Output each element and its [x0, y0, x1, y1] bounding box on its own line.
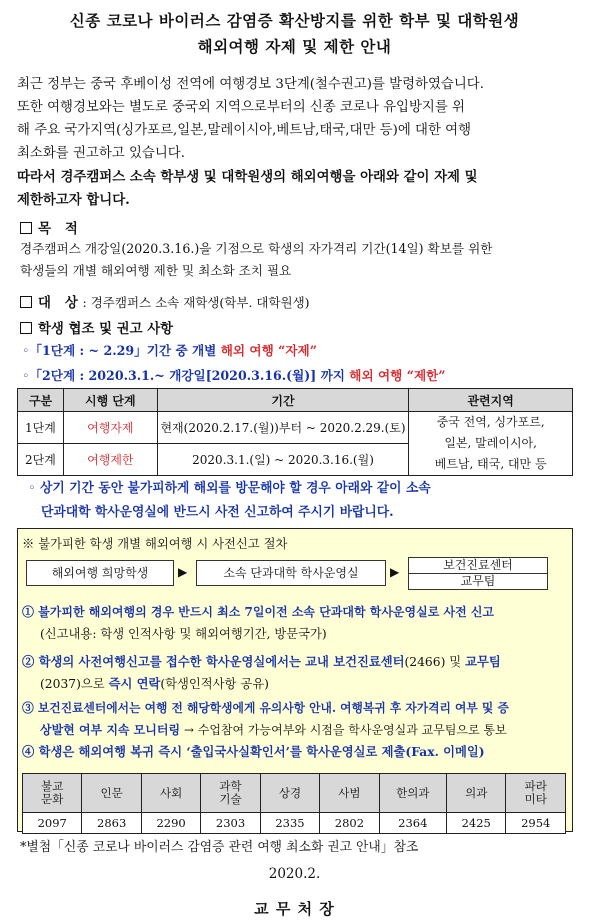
- doc-date: 2020.2.: [268, 866, 321, 882]
- signer: 교 무 처 장: [254, 900, 335, 918]
- procedure-item-2: ② 학생의 사전여행신고를 접수한 학사운영실에서는 교내 보건진료센터(2466) 및 교무팀 (2037)으로 즉시 연락(학생인적사항 공유): [22, 654, 501, 691]
- stage-table: [17, 388, 573, 476]
- contact-value: 2335: [260, 813, 319, 834]
- contact-value: 2303: [201, 813, 260, 834]
- notice-text: ◦ 상기 기간 동안 불가피하게 해외를 방문해야 할 경우 아래와 같이 소속 단과대학 학사운영실에 반드시 사전 신고하여 주시기 바랍니다.: [28, 481, 431, 520]
- contact-header: 파라 미타: [506, 774, 566, 813]
- checkbox-square-icon: [20, 322, 32, 334]
- purpose-line: 경주캠퍼스 개강일(2020.3.16.)을 기점으로 학생의 자가격리 기간(14일) 확보를 위한: [20, 241, 493, 256]
- doc-title-line1: 신종 코로나 바이러스 감염증 확산방지를 위한 학부 및 대학원생: [69, 11, 520, 30]
- table-row: [23, 813, 566, 834]
- contact-value: 2863: [82, 813, 141, 834]
- procedure-item-1: ① 불가피한 해외여행의 경우 반드시 최소 7일이전 소속 단과대학 학사운영실로 사전 신고 (신고내용: 학생 인적사항 및 해외여행기간, 방문국가): [22, 605, 495, 641]
- purpose-text: [20, 238, 576, 282]
- procedure-box: [17, 528, 573, 832]
- intro-line: 최근 정부는 중국 후베이성 전역에 여행경보 3단계(철수권고)를 발령하였습니다.: [17, 77, 484, 92]
- flow-box-academic-team: 교무팀: [408, 573, 548, 590]
- table-header: 시행 단계: [63, 389, 157, 412]
- intro-line: 최소화를 권고하고 있습니다.: [17, 146, 185, 161]
- table-row: [23, 774, 566, 813]
- contact-header: 사회: [141, 774, 200, 813]
- intro-line: 또한 여행경보와는 별도로 중국외 지역으로부터의 신종 코로나 유입방지를 위: [17, 100, 465, 115]
- intro-line: 따라서 경주캠퍼스 소속 학부생 및 대학원생의 해외여행을 아래와 같이 자제 및: [17, 169, 478, 185]
- table-row: 1단계 여행자제 현재(2020.2.17.(월))부터 ~ 2020.2.29.(토) 중국 전역, 싱가포르, 일본, 말레이시아, 베트남, 태국, 대만 등: [18, 412, 573, 444]
- intro-line: 제한하고자 합니다.: [17, 192, 130, 208]
- checkbox-square-icon: [20, 296, 32, 308]
- intro-line: 해 주요 국가지역(싱가포르,일본,말레이시아,베트남,태국,대만 등)에 대한 여행: [17, 123, 472, 138]
- target-text: : 경주캠퍼스 소속 재학생(학부. 대학원생): [82, 295, 310, 310]
- table-header: 관련지역: [409, 389, 573, 412]
- flow-box-student: 해외여행 희망학생: [26, 560, 174, 586]
- intro-paragraph-2: [17, 166, 573, 212]
- contact-header: 과학 기술: [201, 774, 260, 813]
- contact-value: 2290: [141, 813, 200, 834]
- contact-header: 사범: [320, 774, 379, 813]
- arrow-right-icon: ▶: [390, 565, 400, 579]
- table-header: 구분: [18, 389, 64, 412]
- contact-value: 2364: [379, 813, 446, 834]
- coop-heading: 학생 협조 및 권고 사항: [20, 318, 173, 337]
- contact-value: 2802: [320, 813, 379, 834]
- contact-header: 상경: [260, 774, 319, 813]
- flow-box-office: 소속 단과대학 학사운영실: [196, 560, 386, 586]
- procedure-heading: ※ 불가피한 학생 개별 해외여행 시 사전신고 절차: [22, 537, 288, 551]
- target-heading: 대 상 : 경주캠퍼스 소속 재학생(학부. 대학원생): [20, 292, 310, 311]
- contact-value: 2097: [23, 813, 82, 834]
- doc-title-line2: 해외여행 자제 및 제한 안내: [197, 37, 392, 56]
- contact-header: 한의과: [379, 774, 446, 813]
- contact-value: 2425: [447, 813, 506, 834]
- checkbox-square-icon: [20, 222, 32, 234]
- procedure-item-4: ④ 학생은 해외여행 복귀 즉시 ‘출입국사실확인서’를 학사운영실로 제출(Fax. 이메일): [22, 744, 485, 759]
- contact-header: 인문: [82, 774, 141, 813]
- procedure-item-3: ③ 보건진료센터에서는 여행 전 해당학생에게 유의사항 안내. 여행복귀 후 자가격리 여부 및 증 상발현 여부 지속 모니터링 → 수업참여 가능여부와 시점을 학사운영실과 교무팀으로 통보: [22, 701, 509, 737]
- purpose-heading: 목 적: [20, 218, 78, 237]
- purpose-line: 학생들의 개별 해외여행 제한 및 최소화 조치 필요: [20, 263, 292, 278]
- contact-header: 의과: [447, 774, 506, 813]
- region-cell: 중국 전역, 싱가포르, 일본, 말레이시아, 베트남, 태국, 대만 등: [409, 412, 573, 476]
- stage1-line: ◦「1단계 : ~ 2.29」기간 중 개별 해외 여행 “자제”: [22, 343, 317, 358]
- table-row: 2단계 여행제한 2020.3.1.(일) ~ 2020.3.16.(월): [18, 444, 573, 476]
- table-header: 기간: [157, 389, 409, 412]
- intro-paragraph: [17, 73, 573, 165]
- contact-table: [22, 773, 566, 834]
- stage2-line: ◦「2단계 : 2020.3.1.~ 개강일[2020.3.16.(월)] 까지 해외 여행 “제한”: [22, 368, 446, 383]
- arrow-right-icon: ▶: [178, 565, 188, 579]
- contact-value: 2954: [506, 813, 566, 834]
- contact-header: 불교 문화: [23, 774, 82, 813]
- flow-box-health-center: 보건진료센터: [408, 557, 548, 574]
- attachment-note: *별첨「신종 코로나 바이러스 감염증 관련 여행 최소화 권고 안내」참조: [20, 840, 419, 855]
